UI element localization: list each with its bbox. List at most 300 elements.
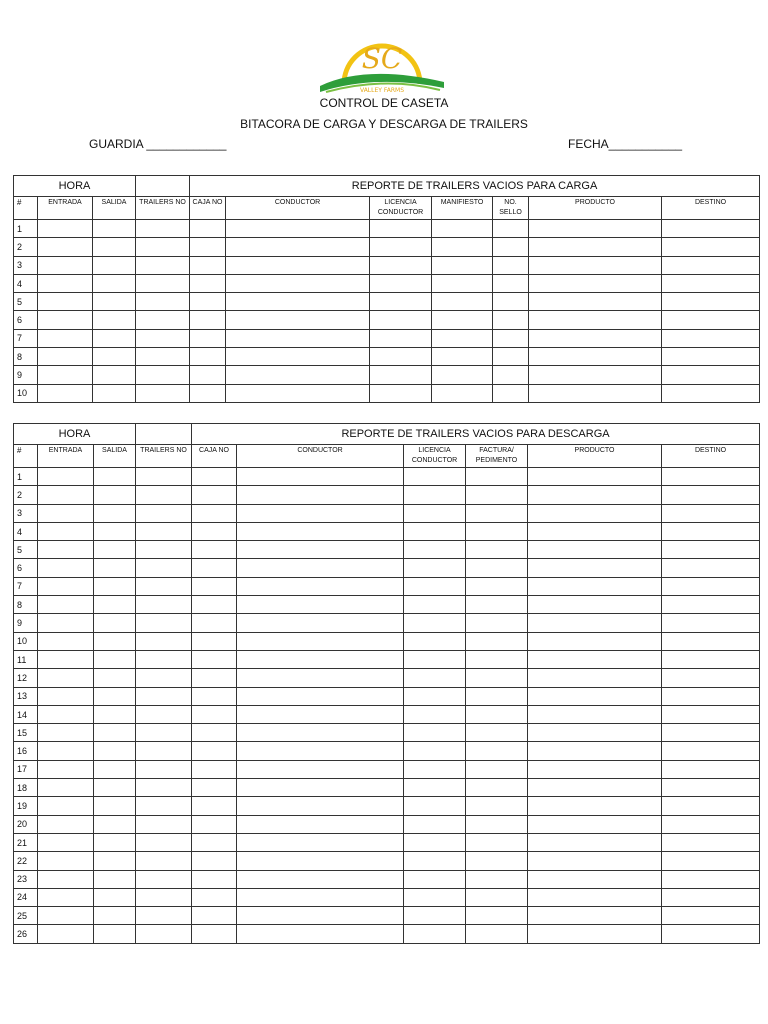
entry-cell[interactable] xyxy=(528,852,662,870)
entry-cell[interactable] xyxy=(94,669,136,687)
entry-cell[interactable] xyxy=(528,650,662,668)
entry-cell[interactable] xyxy=(432,293,493,311)
entry-cell[interactable] xyxy=(466,870,528,888)
entry-cell[interactable] xyxy=(662,870,760,888)
entry-cell[interactable] xyxy=(93,256,136,274)
entry-cell[interactable] xyxy=(94,907,136,925)
entry-cell[interactable] xyxy=(237,907,404,925)
entry-cell[interactable] xyxy=(529,311,662,329)
entry-cell[interactable] xyxy=(404,852,466,870)
entry-cell[interactable] xyxy=(528,468,662,486)
entry-cell[interactable] xyxy=(237,705,404,723)
entry-cell[interactable] xyxy=(404,614,466,632)
entry-cell[interactable] xyxy=(662,779,760,797)
entry-cell[interactable] xyxy=(93,293,136,311)
entry-cell[interactable] xyxy=(529,238,662,256)
entry-cell[interactable] xyxy=(94,522,136,540)
entry-cell[interactable] xyxy=(662,852,760,870)
entry-cell[interactable] xyxy=(662,348,760,366)
entry-cell[interactable] xyxy=(38,348,93,366)
entry-cell[interactable] xyxy=(237,596,404,614)
entry-cell[interactable] xyxy=(404,907,466,925)
entry-cell[interactable] xyxy=(237,925,404,943)
entry-cell[interactable] xyxy=(237,614,404,632)
entry-cell[interactable] xyxy=(38,220,93,238)
entry-cell[interactable] xyxy=(94,815,136,833)
entry-cell[interactable] xyxy=(432,274,493,292)
entry-cell[interactable] xyxy=(662,577,760,595)
entry-cell[interactable] xyxy=(237,852,404,870)
entry-cell[interactable] xyxy=(662,504,760,522)
entry-cell[interactable] xyxy=(38,238,93,256)
entry-cell[interactable] xyxy=(528,541,662,559)
entry-cell[interactable] xyxy=(136,220,190,238)
entry-cell[interactable] xyxy=(493,220,529,238)
entry-cell[interactable] xyxy=(528,559,662,577)
entry-cell[interactable] xyxy=(662,632,760,650)
entry-cell[interactable] xyxy=(528,870,662,888)
entry-cell[interactable] xyxy=(94,833,136,851)
entry-cell[interactable] xyxy=(93,274,136,292)
entry-cell[interactable] xyxy=(192,760,237,778)
entry-cell[interactable] xyxy=(38,687,94,705)
entry-cell[interactable] xyxy=(237,632,404,650)
entry-cell[interactable] xyxy=(237,504,404,522)
entry-cell[interactable] xyxy=(192,797,237,815)
entry-cell[interactable] xyxy=(662,797,760,815)
entry-cell[interactable] xyxy=(192,705,237,723)
entry-cell[interactable] xyxy=(466,815,528,833)
entry-cell[interactable] xyxy=(136,870,192,888)
entry-cell[interactable] xyxy=(404,559,466,577)
entry-cell[interactable] xyxy=(136,925,192,943)
entry-cell[interactable] xyxy=(192,779,237,797)
entry-cell[interactable] xyxy=(404,486,466,504)
entry-cell[interactable] xyxy=(466,468,528,486)
entry-cell[interactable] xyxy=(226,329,370,347)
entry-cell[interactable] xyxy=(192,614,237,632)
entry-cell[interactable] xyxy=(94,486,136,504)
entry-cell[interactable] xyxy=(404,577,466,595)
entry-cell[interactable] xyxy=(192,742,237,760)
entry-cell[interactable] xyxy=(93,238,136,256)
entry-cell[interactable] xyxy=(190,311,226,329)
entry-cell[interactable] xyxy=(226,274,370,292)
entry-cell[interactable] xyxy=(192,870,237,888)
entry-cell[interactable] xyxy=(136,238,190,256)
entry-cell[interactable] xyxy=(466,705,528,723)
entry-cell[interactable] xyxy=(662,833,760,851)
entry-cell[interactable] xyxy=(466,724,528,742)
entry-cell[interactable] xyxy=(662,815,760,833)
entry-cell[interactable] xyxy=(93,348,136,366)
entry-cell[interactable] xyxy=(529,274,662,292)
entry-cell[interactable] xyxy=(93,384,136,402)
entry-cell[interactable] xyxy=(93,366,136,384)
entry-cell[interactable] xyxy=(38,366,93,384)
entry-cell[interactable] xyxy=(237,669,404,687)
entry-cell[interactable] xyxy=(528,815,662,833)
entry-cell[interactable] xyxy=(662,724,760,742)
entry-cell[interactable] xyxy=(466,852,528,870)
entry-cell[interactable] xyxy=(38,815,94,833)
entry-cell[interactable] xyxy=(404,687,466,705)
entry-cell[interactable] xyxy=(493,366,529,384)
entry-cell[interactable] xyxy=(237,870,404,888)
entry-cell[interactable] xyxy=(662,541,760,559)
entry-cell[interactable] xyxy=(38,559,94,577)
entry-cell[interactable] xyxy=(192,468,237,486)
entry-cell[interactable] xyxy=(226,220,370,238)
entry-cell[interactable] xyxy=(136,348,190,366)
entry-cell[interactable] xyxy=(192,596,237,614)
entry-cell[interactable] xyxy=(493,293,529,311)
entry-cell[interactable] xyxy=(38,504,94,522)
guardia-field[interactable]: GUARDIA ____________ xyxy=(89,137,227,151)
entry-cell[interactable] xyxy=(662,650,760,668)
entry-cell[interactable] xyxy=(528,833,662,851)
entry-cell[interactable] xyxy=(370,311,432,329)
entry-cell[interactable] xyxy=(662,274,760,292)
entry-cell[interactable] xyxy=(136,742,192,760)
entry-cell[interactable] xyxy=(94,797,136,815)
entry-cell[interactable] xyxy=(432,311,493,329)
entry-cell[interactable] xyxy=(136,577,192,595)
entry-cell[interactable] xyxy=(94,888,136,906)
entry-cell[interactable] xyxy=(404,870,466,888)
entry-cell[interactable] xyxy=(662,384,760,402)
entry-cell[interactable] xyxy=(662,486,760,504)
entry-cell[interactable] xyxy=(94,779,136,797)
entry-cell[interactable] xyxy=(38,293,93,311)
entry-cell[interactable] xyxy=(528,522,662,540)
entry-cell[interactable] xyxy=(528,724,662,742)
entry-cell[interactable] xyxy=(136,541,192,559)
entry-cell[interactable] xyxy=(136,293,190,311)
entry-cell[interactable] xyxy=(432,256,493,274)
entry-cell[interactable] xyxy=(192,687,237,705)
entry-cell[interactable] xyxy=(404,504,466,522)
entry-cell[interactable] xyxy=(38,468,94,486)
entry-cell[interactable] xyxy=(237,742,404,760)
entry-cell[interactable] xyxy=(38,742,94,760)
entry-cell[interactable] xyxy=(38,760,94,778)
entry-cell[interactable] xyxy=(528,925,662,943)
entry-cell[interactable] xyxy=(226,384,370,402)
entry-cell[interactable] xyxy=(237,541,404,559)
entry-cell[interactable] xyxy=(192,907,237,925)
entry-cell[interactable] xyxy=(404,797,466,815)
entry-cell[interactable] xyxy=(192,486,237,504)
entry-cell[interactable] xyxy=(237,724,404,742)
entry-cell[interactable] xyxy=(662,705,760,723)
entry-cell[interactable] xyxy=(136,596,192,614)
entry-cell[interactable] xyxy=(94,596,136,614)
entry-cell[interactable] xyxy=(370,238,432,256)
entry-cell[interactable] xyxy=(528,742,662,760)
entry-cell[interactable] xyxy=(192,925,237,943)
entry-cell[interactable] xyxy=(192,577,237,595)
entry-cell[interactable] xyxy=(38,274,93,292)
entry-cell[interactable] xyxy=(404,632,466,650)
entry-cell[interactable] xyxy=(192,650,237,668)
entry-cell[interactable] xyxy=(370,220,432,238)
entry-cell[interactable] xyxy=(192,815,237,833)
entry-cell[interactable] xyxy=(466,907,528,925)
entry-cell[interactable] xyxy=(136,614,192,632)
entry-cell[interactable] xyxy=(529,348,662,366)
entry-cell[interactable] xyxy=(466,687,528,705)
entry-cell[interactable] xyxy=(466,522,528,540)
entry-cell[interactable] xyxy=(404,815,466,833)
entry-cell[interactable] xyxy=(226,293,370,311)
entry-cell[interactable] xyxy=(136,311,190,329)
entry-cell[interactable] xyxy=(94,468,136,486)
entry-cell[interactable] xyxy=(528,669,662,687)
entry-cell[interactable] xyxy=(136,504,192,522)
entry-cell[interactable] xyxy=(136,650,192,668)
entry-cell[interactable] xyxy=(432,366,493,384)
entry-cell[interactable] xyxy=(466,559,528,577)
entry-cell[interactable] xyxy=(192,724,237,742)
entry-cell[interactable] xyxy=(404,760,466,778)
entry-cell[interactable] xyxy=(190,348,226,366)
entry-cell[interactable] xyxy=(38,833,94,851)
entry-cell[interactable] xyxy=(662,888,760,906)
entry-cell[interactable] xyxy=(662,907,760,925)
entry-cell[interactable] xyxy=(662,596,760,614)
entry-cell[interactable] xyxy=(404,779,466,797)
entry-cell[interactable] xyxy=(136,468,192,486)
entry-cell[interactable] xyxy=(528,907,662,925)
entry-cell[interactable] xyxy=(237,559,404,577)
entry-cell[interactable] xyxy=(94,852,136,870)
entry-cell[interactable] xyxy=(190,293,226,311)
entry-cell[interactable] xyxy=(237,760,404,778)
entry-cell[interactable] xyxy=(528,577,662,595)
entry-cell[interactable] xyxy=(38,632,94,650)
entry-cell[interactable] xyxy=(192,833,237,851)
entry-cell[interactable] xyxy=(432,384,493,402)
entry-cell[interactable] xyxy=(370,274,432,292)
entry-cell[interactable] xyxy=(237,650,404,668)
entry-cell[interactable] xyxy=(466,577,528,595)
entry-cell[interactable] xyxy=(94,541,136,559)
entry-cell[interactable] xyxy=(38,724,94,742)
entry-cell[interactable] xyxy=(662,311,760,329)
entry-cell[interactable] xyxy=(136,256,190,274)
entry-cell[interactable] xyxy=(370,293,432,311)
entry-cell[interactable] xyxy=(528,779,662,797)
entry-cell[interactable] xyxy=(237,833,404,851)
entry-cell[interactable] xyxy=(136,760,192,778)
entry-cell[interactable] xyxy=(136,907,192,925)
entry-cell[interactable] xyxy=(529,256,662,274)
entry-cell[interactable] xyxy=(662,925,760,943)
entry-cell[interactable] xyxy=(432,348,493,366)
entry-cell[interactable] xyxy=(38,596,94,614)
entry-cell[interactable] xyxy=(38,311,93,329)
entry-cell[interactable] xyxy=(528,614,662,632)
entry-cell[interactable] xyxy=(136,669,192,687)
entry-cell[interactable] xyxy=(404,650,466,668)
entry-cell[interactable] xyxy=(192,504,237,522)
entry-cell[interactable] xyxy=(466,760,528,778)
entry-cell[interactable] xyxy=(38,705,94,723)
entry-cell[interactable] xyxy=(192,888,237,906)
entry-cell[interactable] xyxy=(404,669,466,687)
entry-cell[interactable] xyxy=(136,888,192,906)
entry-cell[interactable] xyxy=(529,384,662,402)
entry-cell[interactable] xyxy=(529,329,662,347)
entry-cell[interactable] xyxy=(528,632,662,650)
entry-cell[interactable] xyxy=(528,504,662,522)
entry-cell[interactable] xyxy=(190,384,226,402)
entry-cell[interactable] xyxy=(466,888,528,906)
entry-cell[interactable] xyxy=(237,687,404,705)
entry-cell[interactable] xyxy=(404,522,466,540)
entry-cell[interactable] xyxy=(662,687,760,705)
entry-cell[interactable] xyxy=(94,632,136,650)
entry-cell[interactable] xyxy=(370,348,432,366)
entry-cell[interactable] xyxy=(528,705,662,723)
entry-cell[interactable] xyxy=(466,614,528,632)
entry-cell[interactable] xyxy=(404,742,466,760)
entry-cell[interactable] xyxy=(38,384,93,402)
entry-cell[interactable] xyxy=(94,724,136,742)
entry-cell[interactable] xyxy=(226,366,370,384)
entry-cell[interactable] xyxy=(38,870,94,888)
entry-cell[interactable] xyxy=(493,274,529,292)
entry-cell[interactable] xyxy=(192,522,237,540)
entry-cell[interactable] xyxy=(466,541,528,559)
entry-cell[interactable] xyxy=(192,632,237,650)
entry-cell[interactable] xyxy=(136,559,192,577)
entry-cell[interactable] xyxy=(136,632,192,650)
entry-cell[interactable] xyxy=(662,366,760,384)
entry-cell[interactable] xyxy=(528,486,662,504)
entry-cell[interactable] xyxy=(404,724,466,742)
entry-cell[interactable] xyxy=(528,596,662,614)
entry-cell[interactable] xyxy=(404,541,466,559)
entry-cell[interactable] xyxy=(226,311,370,329)
entry-cell[interactable] xyxy=(466,650,528,668)
entry-cell[interactable] xyxy=(38,907,94,925)
entry-cell[interactable] xyxy=(662,329,760,347)
entry-cell[interactable] xyxy=(38,650,94,668)
entry-cell[interactable] xyxy=(94,650,136,668)
entry-cell[interactable] xyxy=(466,797,528,815)
entry-cell[interactable] xyxy=(432,329,493,347)
entry-cell[interactable] xyxy=(136,366,190,384)
entry-cell[interactable] xyxy=(404,925,466,943)
entry-cell[interactable] xyxy=(38,256,93,274)
entry-cell[interactable] xyxy=(38,797,94,815)
entry-cell[interactable] xyxy=(94,742,136,760)
entry-cell[interactable] xyxy=(192,669,237,687)
entry-cell[interactable] xyxy=(190,256,226,274)
entry-cell[interactable] xyxy=(662,742,760,760)
entry-cell[interactable] xyxy=(662,238,760,256)
fecha-field[interactable]: FECHA___________ xyxy=(568,137,683,151)
entry-cell[interactable] xyxy=(190,329,226,347)
entry-cell[interactable] xyxy=(528,797,662,815)
entry-cell[interactable] xyxy=(237,522,404,540)
entry-cell[interactable] xyxy=(370,366,432,384)
entry-cell[interactable] xyxy=(136,329,190,347)
entry-cell[interactable] xyxy=(136,852,192,870)
entry-cell[interactable] xyxy=(192,559,237,577)
entry-cell[interactable] xyxy=(136,522,192,540)
entry-cell[interactable] xyxy=(38,779,94,797)
entry-cell[interactable] xyxy=(237,815,404,833)
entry-cell[interactable] xyxy=(94,614,136,632)
entry-cell[interactable] xyxy=(136,779,192,797)
entry-cell[interactable] xyxy=(136,833,192,851)
entry-cell[interactable] xyxy=(226,348,370,366)
entry-cell[interactable] xyxy=(529,366,662,384)
entry-cell[interactable] xyxy=(93,220,136,238)
entry-cell[interactable] xyxy=(237,577,404,595)
entry-cell[interactable] xyxy=(38,669,94,687)
entry-cell[interactable] xyxy=(38,486,94,504)
entry-cell[interactable] xyxy=(493,238,529,256)
entry-cell[interactable] xyxy=(493,256,529,274)
entry-cell[interactable] xyxy=(466,833,528,851)
entry-cell[interactable] xyxy=(136,705,192,723)
entry-cell[interactable] xyxy=(192,852,237,870)
entry-cell[interactable] xyxy=(38,522,94,540)
entry-cell[interactable] xyxy=(237,486,404,504)
entry-cell[interactable] xyxy=(528,888,662,906)
entry-cell[interactable] xyxy=(432,220,493,238)
entry-cell[interactable] xyxy=(662,760,760,778)
entry-cell[interactable] xyxy=(136,815,192,833)
entry-cell[interactable] xyxy=(528,760,662,778)
entry-cell[interactable] xyxy=(93,329,136,347)
entry-cell[interactable] xyxy=(493,384,529,402)
entry-cell[interactable] xyxy=(370,329,432,347)
entry-cell[interactable] xyxy=(237,888,404,906)
entry-cell[interactable] xyxy=(370,384,432,402)
entry-cell[interactable] xyxy=(404,888,466,906)
entry-cell[interactable] xyxy=(93,311,136,329)
entry-cell[interactable] xyxy=(38,577,94,595)
entry-cell[interactable] xyxy=(528,687,662,705)
entry-cell[interactable] xyxy=(94,705,136,723)
entry-cell[interactable] xyxy=(237,779,404,797)
entry-cell[interactable] xyxy=(662,522,760,540)
entry-cell[interactable] xyxy=(529,293,662,311)
entry-cell[interactable] xyxy=(237,797,404,815)
entry-cell[interactable] xyxy=(237,468,404,486)
entry-cell[interactable] xyxy=(493,348,529,366)
entry-cell[interactable] xyxy=(226,238,370,256)
entry-cell[interactable] xyxy=(38,614,94,632)
entry-cell[interactable] xyxy=(94,687,136,705)
entry-cell[interactable] xyxy=(662,256,760,274)
entry-cell[interactable] xyxy=(662,468,760,486)
entry-cell[interactable] xyxy=(466,779,528,797)
entry-cell[interactable] xyxy=(136,486,192,504)
entry-cell[interactable] xyxy=(94,577,136,595)
entry-cell[interactable] xyxy=(466,504,528,522)
entry-cell[interactable] xyxy=(94,760,136,778)
entry-cell[interactable] xyxy=(190,220,226,238)
entry-cell[interactable] xyxy=(226,256,370,274)
entry-cell[interactable] xyxy=(404,596,466,614)
entry-cell[interactable] xyxy=(404,468,466,486)
